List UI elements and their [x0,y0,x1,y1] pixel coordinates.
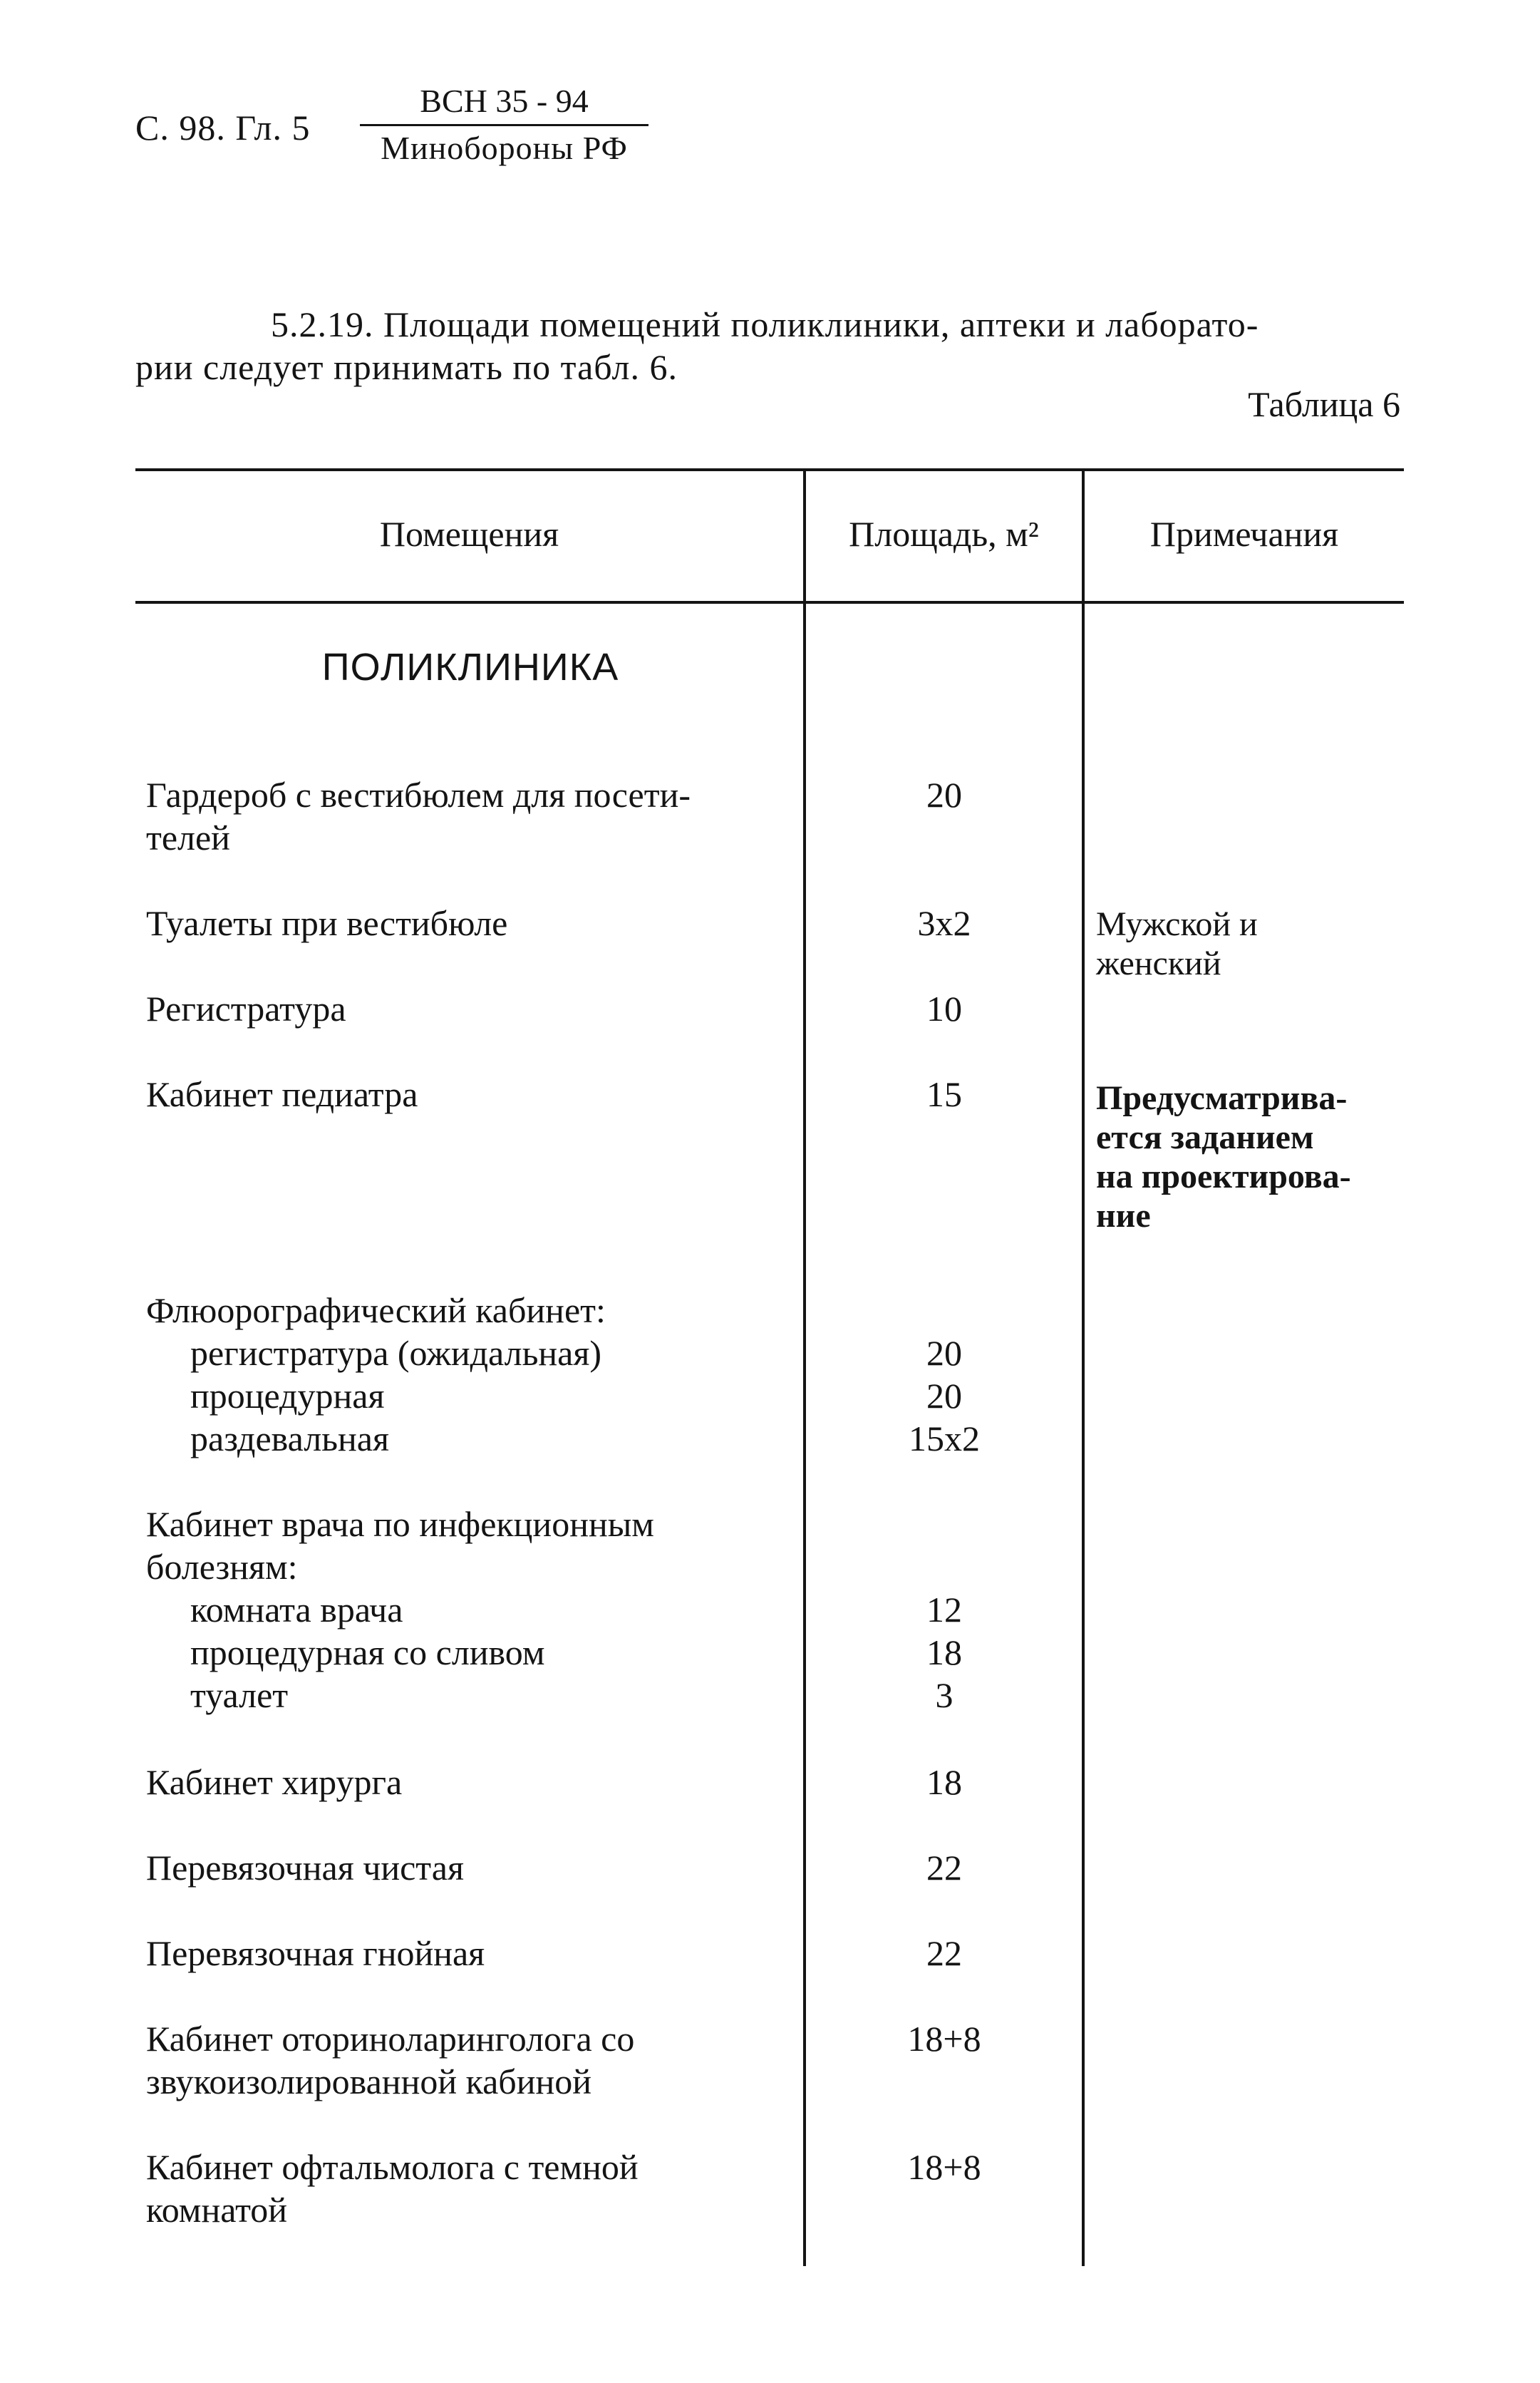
column-header-rooms: Помещения [379,514,559,554]
note-cell: Предусматрива- ется заданием на проектирова- ние [1096,1079,1351,1235]
room-cell: Перевязочная гнойная [146,1933,485,1973]
clause-line-2: рии следует принимать по табл. 6. [135,347,678,387]
area-cell: 20 20 15x2 [909,1333,980,1458]
column-header-notes: Примечания [1149,514,1339,554]
section-title: ПОЛИКЛИНИКА [321,646,619,689]
room-cell: Кабинет офтальмолога с темной комнатой [146,2147,639,2230]
room-cell: Гардероб с вестибюлем для посети- телей [146,775,691,858]
area-cell: 3x2 [917,903,971,943]
area-cell: 18 [926,1762,962,1802]
document-code: ВСН 35 - 94 [360,82,648,126]
room-cell: Кабинет врача по инфекционным болезням: комната врача процедурная со сливом туалет [146,1504,654,1715]
room-cell: Перевязочная чистая [146,1848,464,1888]
area-cell: 10 [926,989,962,1029]
area-cell: 22 [926,1933,962,1973]
column-divider-2 [1082,470,1085,2266]
note-cell: Мужской и женский [1096,905,1258,982]
room-cell: Флюорографический кабинет: регистратура (ожидальная) процедурная раздевальная [146,1290,606,1458]
clause-paragraph [135,303,1404,388]
table-caption: Таблица 6 [1248,384,1400,424]
area-cell: 15 [926,1074,962,1114]
room-cell: Регистратура [146,989,346,1029]
room-cell: Кабинет педиатра [146,1074,418,1114]
room-cell: Туалеты при вестибюле [146,903,508,943]
table-top-rule [135,468,1404,471]
issuer-name: Минобороны РФ [381,130,628,166]
area-cell: 18+8 [907,2019,981,2059]
page-reference: С. 98. Гл. 5 [135,108,311,148]
room-cell: Кабинет хирурга [146,1762,403,1802]
area-cell: 18+8 [907,2147,981,2187]
document-code-fraction [360,82,648,167]
table-header-rule [135,601,1404,604]
column-divider-1 [803,470,806,2266]
clause-line-1: 5.2.19. Площади помещений поликлиники, аптеки и лаборато- [271,304,1259,344]
area-cell: 22 [926,1848,962,1888]
room-cell: Кабинет оториноларинголога со звукоизолированной кабиной [146,2019,635,2101]
column-header-area: Площадь, м² [849,514,1039,554]
area-cell: 20 [926,775,962,815]
area-cell: 12 18 3 [926,1590,962,1715]
